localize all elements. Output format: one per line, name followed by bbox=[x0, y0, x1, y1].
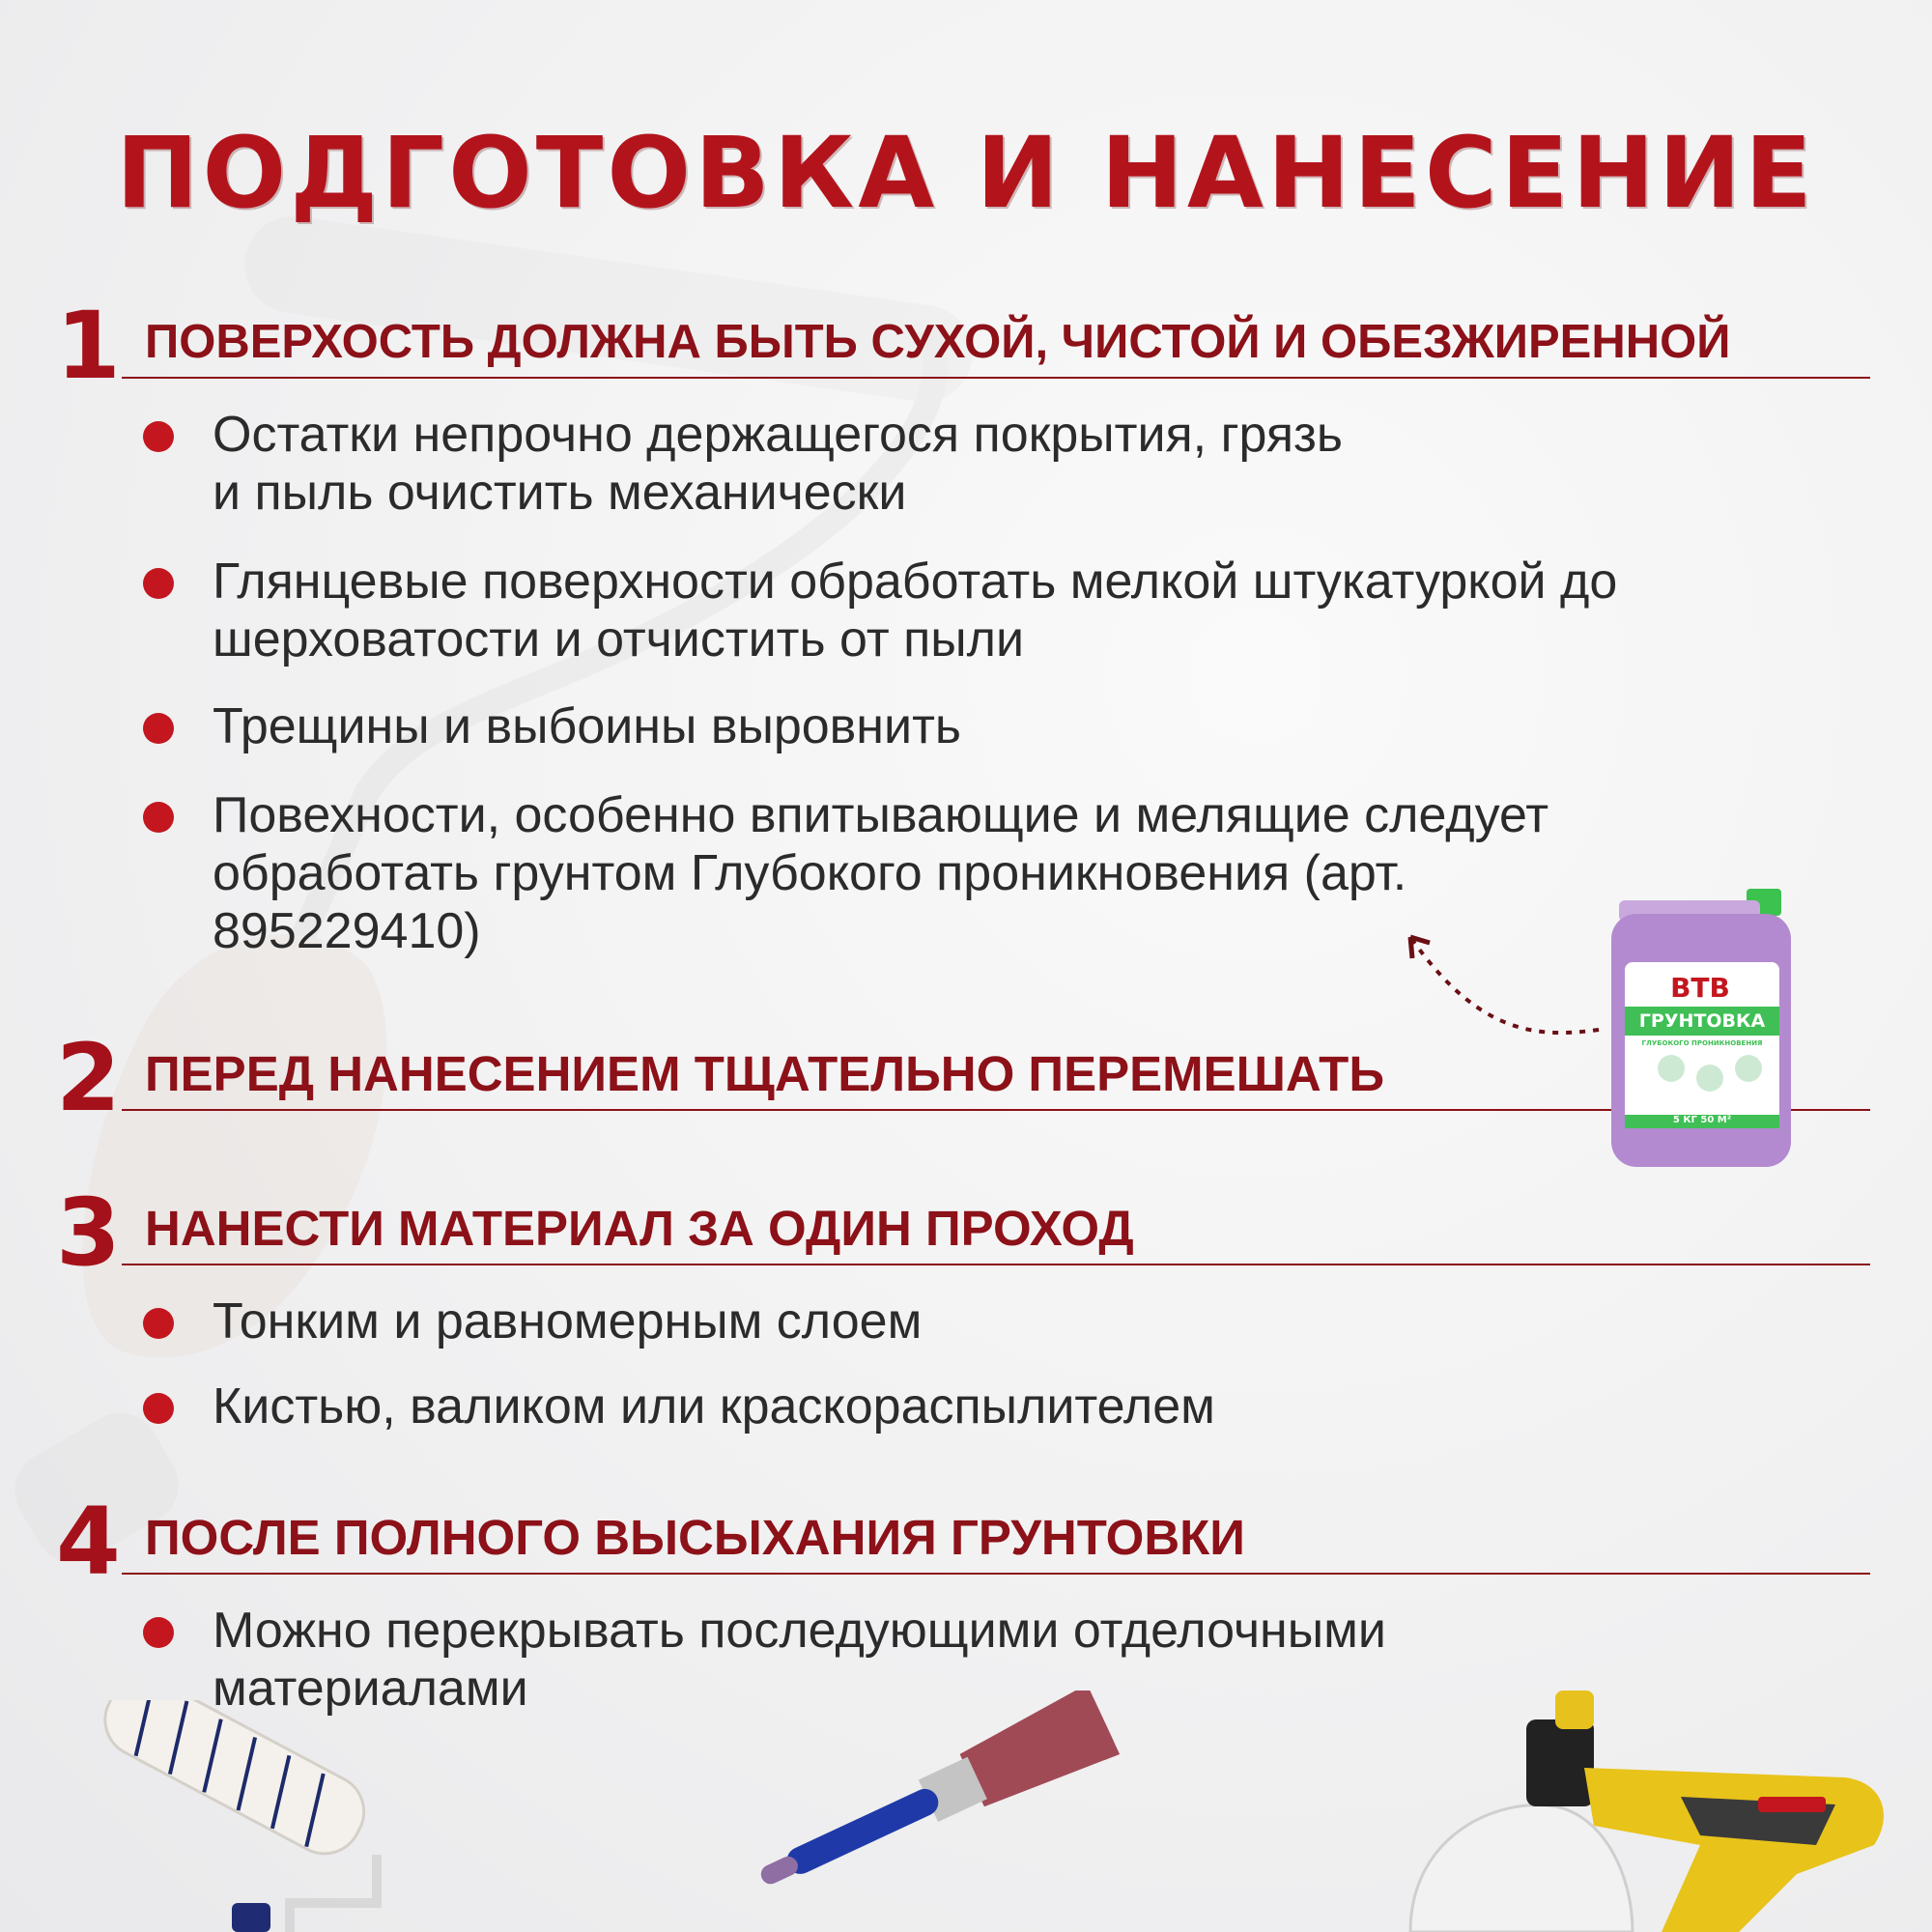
bullet-dot bbox=[143, 1393, 174, 1424]
list-item bbox=[143, 697, 1534, 755]
section-number: 2 bbox=[56, 1024, 121, 1132]
section-heading: НАНЕСТИ МАТЕРИАЛ ЗА ОДИН ПРОХОД bbox=[145, 1201, 1134, 1256]
bullet-dot bbox=[143, 421, 174, 452]
bullet-dot bbox=[143, 713, 174, 744]
list-item-text: Повехности, особенно впитывающие и мелящие следует обработать грунтом Глубокого проникновения (арт. 895229410) bbox=[213, 787, 1549, 959]
page-title: ПОДГОТОВКА И НАНЕСЕНИЕ bbox=[116, 116, 1816, 231]
canister-volume: 5 КГ 50 М² bbox=[1672, 1115, 1732, 1125]
list-item-text: Тонким и равномерным слоем bbox=[213, 1293, 923, 1350]
section-number: 3 bbox=[56, 1179, 121, 1287]
list-item-text: Глянцевые поверхности обработать мелкой штукатуркой до шерховатости и отчистить от пыли bbox=[213, 554, 1618, 668]
bullet-dot bbox=[143, 802, 174, 833]
section-divider bbox=[122, 1264, 1870, 1265]
paint-brush-icon bbox=[734, 1690, 1140, 1903]
section-bullet-list bbox=[143, 1293, 1592, 1435]
bullet-dot bbox=[143, 1617, 174, 1648]
bullet-dot bbox=[143, 568, 174, 599]
canister-brand: ВТВ bbox=[1670, 972, 1730, 1004]
canister-product-name: ГРУНТОВКА bbox=[1638, 1010, 1766, 1032]
list-item-text: Кистью, валиком или краскораспылителем bbox=[213, 1378, 1215, 1435]
section-divider bbox=[122, 1573, 1870, 1575]
canister-subtitle: ГЛУБОКОГО ПРОНИКНОВЕНИЯ bbox=[1641, 1039, 1763, 1047]
list-item-text: Остатки непрочно держащегося покрытия, грязь и пыль очистить механически bbox=[213, 407, 1343, 521]
section-bullet-list bbox=[143, 406, 1618, 960]
section-number: 4 bbox=[56, 1488, 121, 1596]
paint-sprayer-icon bbox=[1391, 1681, 1893, 1932]
section-heading: ПОВЕРХОСТЬ ДОЛЖНА БЫТЬ СУХОЙ, ЧИСТОЙ И ОБЕЗЖИРЕННОЙ bbox=[145, 316, 1731, 368]
list-item-text: Трещины и выбоины выровнить bbox=[213, 698, 961, 754]
bullet-dot bbox=[143, 1308, 174, 1339]
list-item bbox=[143, 786, 1549, 960]
list-item bbox=[143, 1293, 1592, 1350]
section-heading: ПОСЛЕ ПОЛНОГО ВЫСЫХАНИЯ ГРУНТОВКИ bbox=[145, 1510, 1245, 1565]
list-item bbox=[143, 406, 1534, 522]
list-item-text: Можно перекрывать последующими отделочными материалами bbox=[213, 1603, 1386, 1717]
section-heading: ПЕРЕД НАНЕСЕНИЕМ ТЩАТЕЛЬНО ПЕРЕМЕШАТЬ bbox=[145, 1046, 1384, 1101]
list-item bbox=[143, 1378, 1592, 1435]
pointer-arrow-icon bbox=[1391, 918, 1623, 1053]
section-number: 1 bbox=[56, 292, 121, 400]
section-divider bbox=[122, 377, 1870, 379]
list-item bbox=[143, 553, 1618, 668]
primer-canister bbox=[1604, 885, 1797, 1179]
paint-roller-icon bbox=[87, 1700, 406, 1932]
